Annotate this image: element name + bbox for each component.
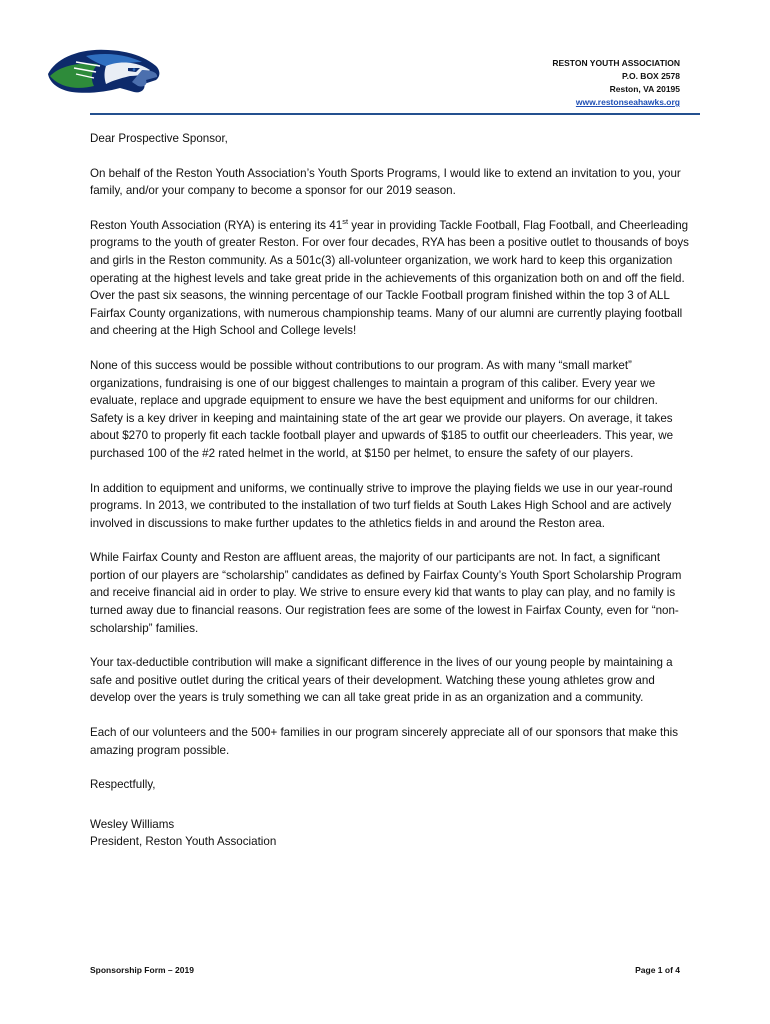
signature-block — [90, 816, 690, 851]
paragraph-1: On behalf of the Reston Youth Association’s Youth Sports Programs, I would like to extend an invitation to you, your family, and/or your company to become a sponsor for our 2019 season. — [90, 166, 681, 198]
ordinal-suffix: st — [342, 216, 349, 226]
paragraph-7: Each of our volunteers and the 500+ families in our program sincerely appreciate all of our sponsors that make this amazing program possible. — [90, 726, 679, 757]
seahawk-logo — [46, 44, 162, 98]
signer-title: President, Reston Youth Association — [90, 835, 277, 849]
paragraph-2-start: Reston Youth Association (RYA) is entering its 41 — [90, 218, 343, 232]
page-number: Page 1 of 4 — [635, 965, 680, 975]
closing: Respectfully, — [90, 778, 156, 792]
letter-body — [90, 130, 690, 851]
website-link[interactable]: www.restonseahawks.org — [575, 97, 680, 107]
signer-name: Wesley Williams — [90, 817, 175, 831]
organization-address — [552, 57, 680, 109]
footer-form-title: Sponsorship Form – 2019 — [90, 965, 194, 975]
paragraph-3: None of this success would be possible without contributions to our program. As with many “small market” organizations, fundraising is one of our biggest challenges to maintain a program of this caliber. Every year we evaluate, replace and upgrade equipment to ensure we have the best equipment and uniforms for our children. Safety is a key driver in keeping and maintaining state of the art gear we provide our players. On average, it takes about $270 to properly fit each tackle football player and upwards of $185 to outfit our cheerleaders. This year, we purchased 100 of the #2 rated helmet in the world, at $150 per helmet, to ensure the safety of our players. — [90, 358, 674, 460]
organization-name: RESTON YOUTH ASSOCIATION — [552, 58, 680, 68]
paragraph-6: Your tax-deductible contribution will make a significant difference in the lives of our young people by maintaining a safe and positive outlet during the critical years of their development. Watching these young athletes grow and develop over the years is truly something we can all take great pride in as an organization and a community. — [90, 656, 673, 705]
paragraph-2-rest: year in providing Tackle Football, Flag Football, and Cheerleading programs to the youth of greater Reston. For over four decades, RYA has been a positive outlet to thousands of boys and girls in the Reston community. As a 501c(3) all-volunteer organization, we work hard to keep this organization operating at the highest levels and take great pride in the achievements of this organization both on and off the field. Over the past six seasons, the winning percentage of our Tackle Football program finished within the top 3 of ALL Fairfax County organizations, with numerous championship teams. Many of our alumni are currently playing football and cheering at the High School and College levels! — [90, 218, 689, 338]
paragraph-5: While Fairfax County and Reston are affluent areas, the majority of our participants are not. In fact, a significant portion of our players are “scholarship” candidates as defined by Fairfax County’s Youth Sport Scholarship Program and receive financial aid in order to play. We strive to ensure every kid that wants to play can play, and no family is turned away due to financial reasons. Our registration fees are some of the lowest in Fairfax County, even for “non-scholarship” families. — [90, 551, 682, 635]
city-state-zip: Reston, VA 20195 — [609, 84, 680, 94]
po-box: P.O. BOX 2578 — [622, 71, 680, 81]
salutation: Dear Prospective Sponsor, — [90, 132, 228, 145]
header-divider — [90, 113, 700, 115]
paragraph-2 — [90, 217, 690, 340]
paragraph-4: In addition to equipment and uniforms, we continually strive to improve the playing fields we use in our year-round programs. In 2013, we contributed to the installation of two turf fields at South Lakes High School and are actively involved in discussions to make further updates to the athletics fields in and around the Reston area. — [90, 481, 673, 530]
